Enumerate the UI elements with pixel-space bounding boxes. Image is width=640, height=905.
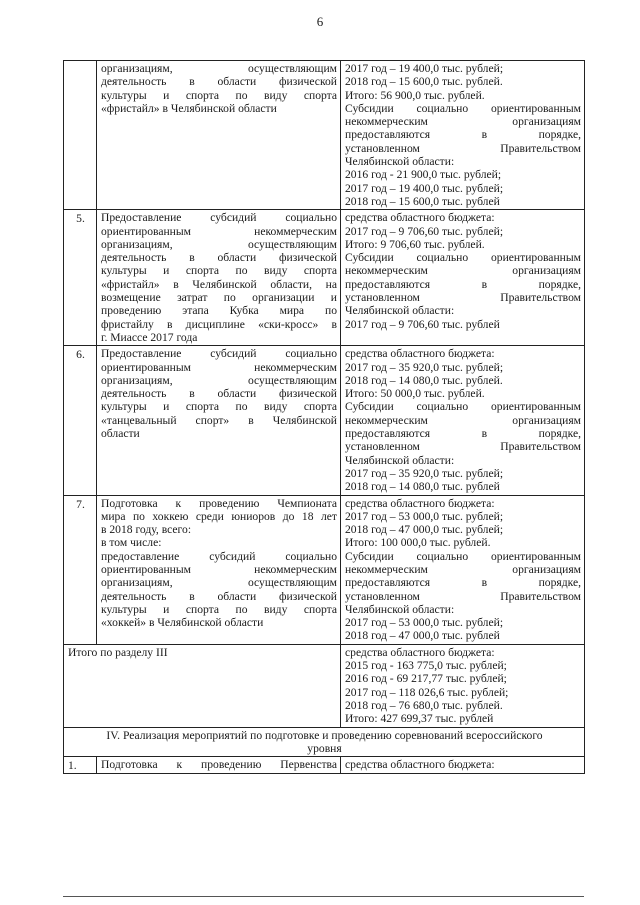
funding-line: средства областного бюджета: [345,758,495,772]
funding-line: Итого: 9 706,60 тыс. рублей. [345,237,485,251]
table-row [64,757,585,774]
funding-line: установленном Правительством [345,141,581,155]
funding-line: средства областного бюджета: [345,496,495,510]
funding-line: 2017 год – 19 400,0 тыс. рублей; [345,62,504,75]
description-line: проведению этапа Кубка мира по [101,304,337,318]
row-number [64,61,97,210]
description-line: «танцевальный спорт» в Челябинской [101,413,337,427]
section-header-row [64,727,585,757]
funding-line: Итого: 56 900,0 тыс. рублей. [345,88,485,102]
funding-line: 2017 год – 9 706,60 тыс. рублей; [345,224,504,238]
funding-line: предоставляются в порядке, [345,128,581,142]
description-line: Подготовка к проведению Чемпионата [101,496,337,510]
measure-description [97,61,341,210]
description-line: культуры и спорта по виду спорта [101,400,337,414]
funding-line: 2018 год – 14 080,0 тыс. рублей. [345,373,503,387]
funding-line: предоставляются в порядке, [345,427,581,441]
funding-line: 2016 год - 21 900,0 тыс. рублей; [345,168,502,182]
total-row [64,644,585,727]
row-number: 6. [64,346,97,495]
description-line: области [101,427,140,441]
funding-line: 2018 год – 14 080,0 тыс. рублей [345,480,500,494]
row-number: 5. [64,210,97,346]
funding-line: установленном Правительством [345,440,581,454]
funding-line: некоммерческим организациям [345,562,581,576]
description-line: фристайлу в дисциплине «ски-кросс» в [101,317,337,331]
description-line: Подготовка к проведению Первенства [101,758,337,772]
funding-line: 2017 год – 53 000,0 тыс. рублей; [345,616,504,630]
table-row [64,210,585,346]
measure-description [97,757,341,774]
funding-line: некоммерческим организациям [345,413,581,427]
row-number: 7. [64,495,97,644]
funding-line: Субсидии социально ориентированным [345,549,581,563]
funding-cell [341,757,585,774]
description-line: ориентированным некоммерческим [101,224,337,238]
description-line: г. Миассе 2017 года [101,330,198,344]
description-line: культуры и спорта по виду спорта [101,602,337,616]
funding-line: средства областного бюджета: [345,347,495,361]
description-line: организациям, осуществляющим [101,576,337,590]
description-line: предоставление субсидий социально [101,549,337,563]
funding-line: 2017 год – 35 920,0 тыс. рублей; [345,360,504,374]
measure-description [97,495,341,644]
description-line: ориентированным некоммерческим [101,360,337,374]
page-number: 6 [316,14,324,29]
description-line: «фристайл» в Челябинской области [101,101,277,115]
total-funding-cell [341,644,585,727]
funding-line: 2017 год – 19 400,0 тыс. рублей; [345,181,504,195]
funding-line: предоставляются в порядке, [345,576,581,590]
funding-line: Челябинской области: [345,602,455,616]
funding-line: 2018 год – 47 000,0 тыс. рублей; [345,523,504,537]
description-line: организациям, осуществляющим [101,62,337,75]
funding-cell [341,495,585,644]
description-line: возмещение затрат по организации и [101,291,337,305]
description-line: организациям, осуществляющим [101,373,337,387]
description-line: культуры и спорта по виду спорта [101,88,337,102]
total-label [64,644,341,727]
funding-line: средства областного бюджета: [345,211,495,225]
funding-line: 2018 год – 47 000,0 тыс. рублей [345,629,500,643]
funding-line: Субсидии социально ориентированным [345,101,581,115]
table-row [64,61,585,210]
section-iv-header [64,727,585,757]
description-line: деятельность в области физической [101,75,337,89]
total-funding-line: 2016 год - 69 217,77 тыс. рублей; [345,672,507,686]
description-line: Предоставление субсидий социально [101,347,337,361]
funding-line: некоммерческим организациям [345,115,581,129]
description-line: культуры и спорта по виду спорта [101,264,337,278]
program-table-body [64,61,585,774]
total-funding-line: 2018 год – 76 680,0 тыс. рублей. [345,698,503,712]
section-title-line: уровня [307,741,342,755]
funding-line: Итого: 50 000,0 тыс. рублей. [345,387,485,401]
description-line: в том числе: [101,536,162,550]
funding-line: предоставляются в порядке, [345,277,581,291]
total-funding-line: средства областного бюджета: [345,645,495,659]
funding-line: Челябинской области: [345,304,455,318]
description-line: «фристайл» в Челябинской области, на [101,277,337,291]
description-line: ориентированным некоммерческим [101,562,337,576]
description-line: мира по хоккею среди юниоров до 18 лет [101,509,337,523]
description-line: «хоккей» в Челябинской области [101,616,264,630]
table-row [64,495,585,644]
funding-line: 2017 год – 9 706,60 тыс. рублей [345,317,500,331]
funding-line: 2017 год – 53 000,0 тыс. рублей; [345,509,504,523]
funding-line: Субсидии социально ориентированным [345,251,581,265]
description-line: в 2018 году, всего: [101,523,192,537]
description-line: деятельность в области физической [101,589,337,603]
funding-line: Итого: 100 000,0 тыс. рублей. [345,536,491,550]
funding-line: Челябинской области: [345,155,455,169]
total-funding-line: 2017 год – 118 026,6 тыс. рублей; [345,685,509,699]
funding-line: установленном Правительством [345,291,581,305]
table-row [64,346,585,495]
funding-cell [341,346,585,495]
total-funding-line: 2015 год - 163 775,0 тыс. рублей; [345,659,507,673]
funding-line: 2017 год – 35 920,0 тыс. рублей; [345,466,504,480]
funding-line: некоммерческим организациям [345,264,581,278]
total-label-text: Итого по разделу III [68,645,168,659]
measure-description [97,210,341,346]
funding-line: Челябинской области: [345,453,455,467]
funding-cell [341,210,585,346]
measure-description [97,346,341,495]
description-line: организациям, осуществляющим [101,237,337,251]
funding-cell [341,61,585,210]
row-number: 1. [64,757,97,774]
description-line: деятельность в области физической [101,387,337,401]
bottom-rule [63,896,584,897]
funding-line: 2018 год – 15 600,0 тыс. рублей [345,194,500,208]
description-line: Предоставление субсидий социально [101,211,337,225]
funding-line: установленном Правительством [345,589,581,603]
funding-line: Субсидии социально ориентированным [345,400,581,414]
program-table [63,60,585,774]
total-funding-line: Итого: 427 699,37 тыс. рублей [345,712,494,726]
funding-line: 2018 год – 15 600,0 тыс. рублей. [345,75,503,89]
description-line: деятельность в области физической [101,251,337,265]
section-title-line: IV. Реализация мероприятий по подготовке и проведению соревнований всероссийского [106,728,543,742]
